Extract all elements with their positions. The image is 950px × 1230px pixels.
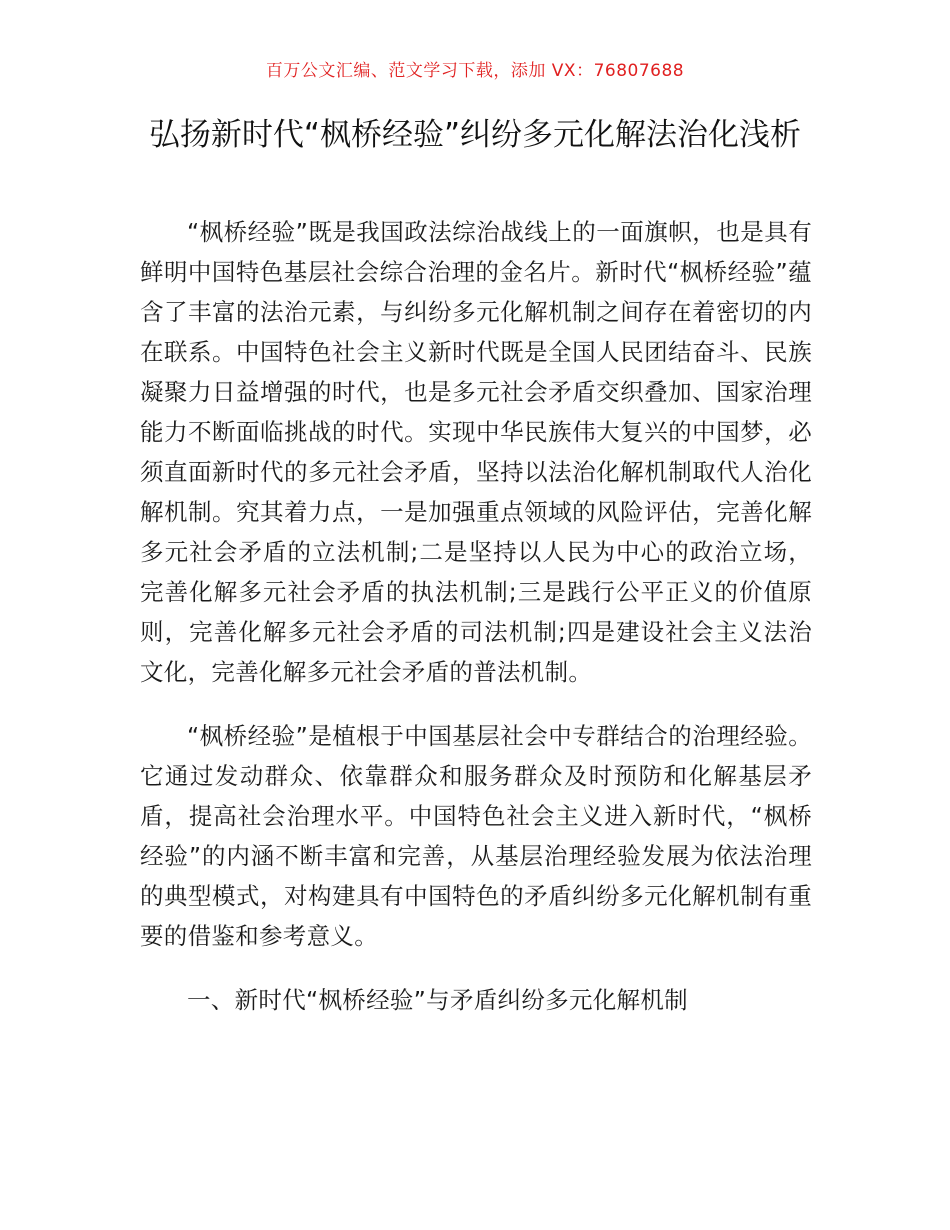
document-body <box>140 212 812 1020</box>
body-paragraph-1: “枫桥经验”既是我国政法综治战线上的一面旗帜，也是具有鲜明中国特色基层社会综合治理的金名片。新时代“枫桥经验”蕴含了丰富的法治元素，与纠纷多元化解机制之间存在着密切的内在联系。中国特色社会主义新时代既是全国人民团结奋斗、民族凝聚力日益增强的时代，也是多元社会矛盾交织叠加、国家治理能力不断面临挑战的时代。实现中华民族伟大复兴的中国梦，必须直面新时代的多元社会矛盾，坚持以法治化解机制取代人治化解机制。究其着力点，一是加强重点领域的风险评估，完善化解多元社会矛盾的立法机制;二是坚持以人民为中心的政治立场，完善化解多元社会矛盾的执法机制;三是践行公平正义的价值原则，完善化解多元社会矛盾的司法机制;四是建设社会主义法治文化，完善化解多元社会矛盾的普法机制。 <box>140 218 812 686</box>
body-paragraph-2: “枫桥经验”是植根于中国基层社会中专群结合的治理经验。它通过发动群众、依靠群众和服务群众及时预防和化解基层矛盾，提高社会治理水平。中国特色社会主义进入新时代，“枫桥经验”的内涵不断丰富和完善，从基层治理经验发展为依法治理的典型模式，对构建具有中国特色的矛盾纠纷多元化解机制有重要的借鉴和参考意义。 <box>140 722 812 950</box>
section-heading: 一、新时代“枫桥经验”与矛盾纠纷多元化解机制 <box>187 986 688 1014</box>
document-title: 弘扬新时代“枫桥经验”纠纷多元化解法治化浅析 <box>148 117 802 153</box>
header-watermark-note: 百万公文汇编、范文学习下载，添加 VX：76807688 <box>265 61 685 81</box>
